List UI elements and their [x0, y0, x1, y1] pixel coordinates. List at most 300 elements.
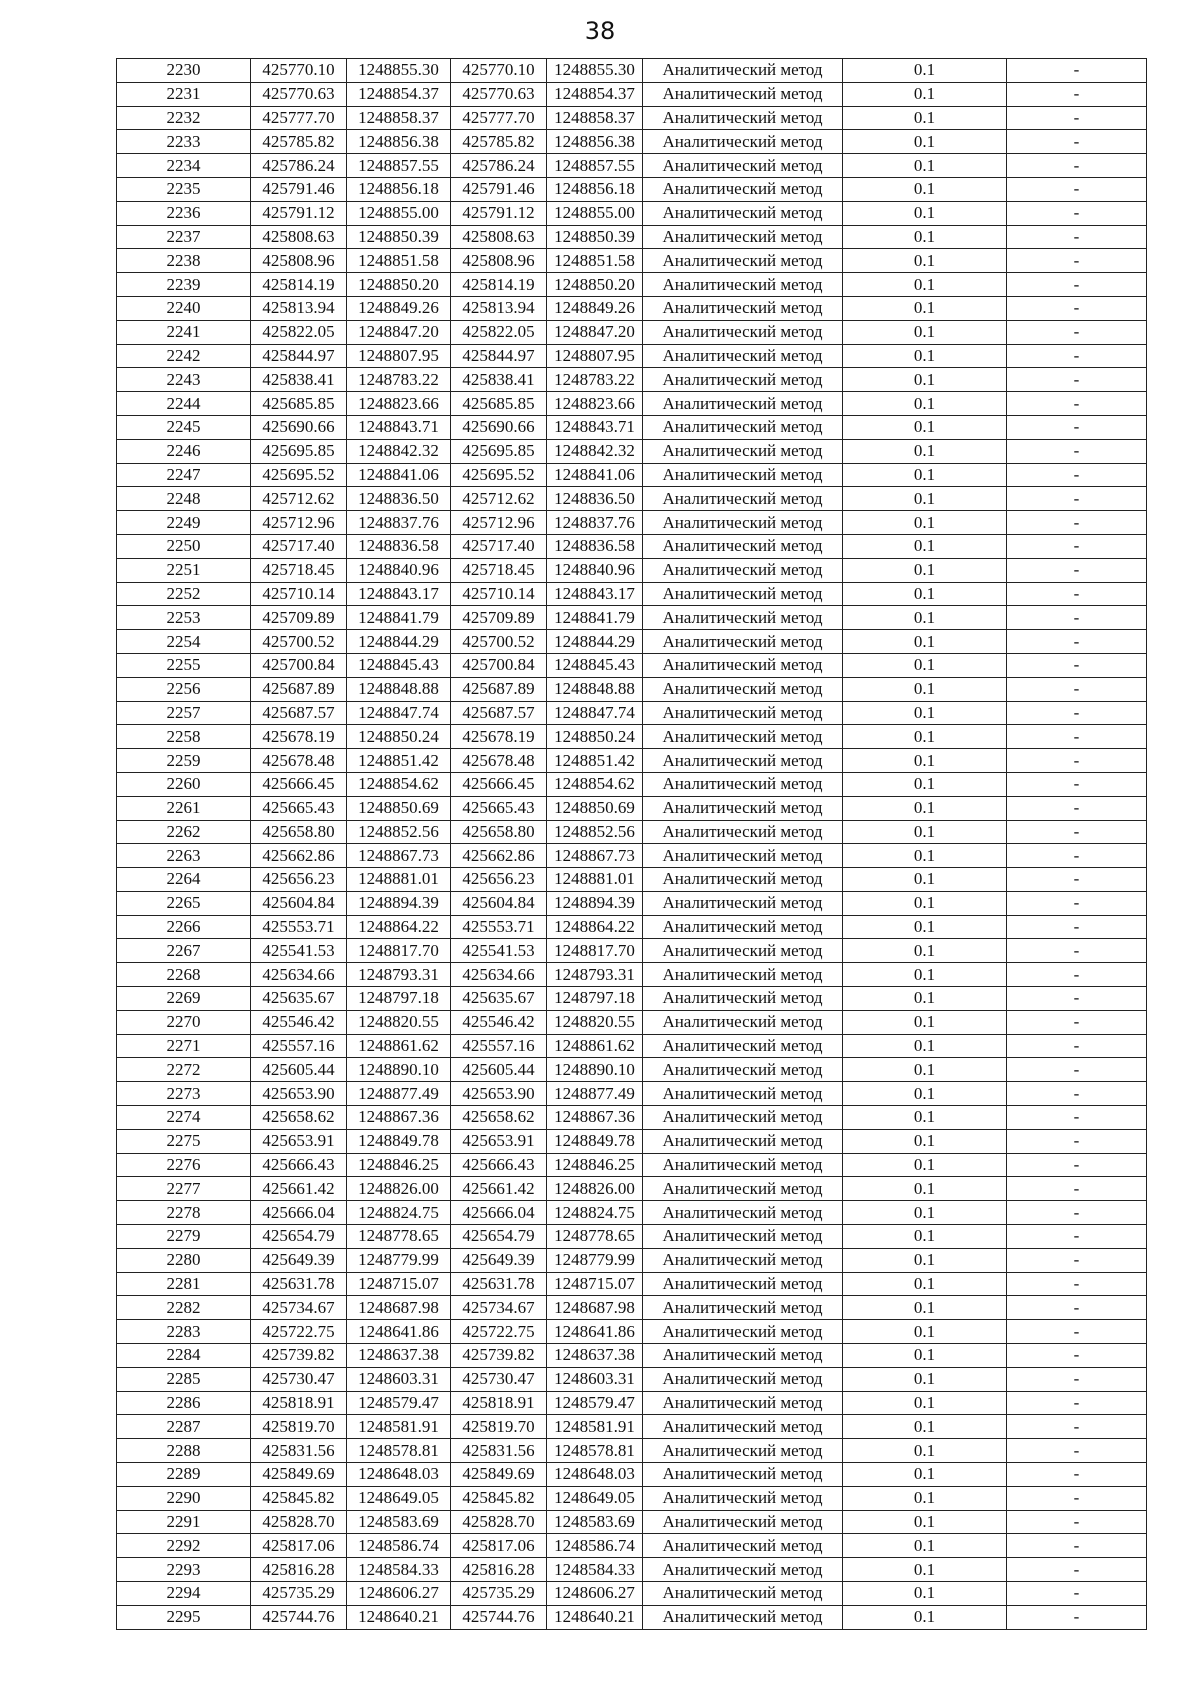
point-number-cell: 2250: [117, 534, 251, 558]
y-coordinate-cell: 1248641.86: [347, 1320, 451, 1344]
x-coordinate-cell: 425666.43: [251, 1153, 347, 1177]
accuracy-cell: 0.1: [843, 1296, 1007, 1320]
x-coordinate-cell: 425690.66: [451, 415, 547, 439]
table-row: [117, 725, 1147, 749]
method-cell: Аналитический метод: [643, 59, 843, 83]
note-cell: -: [1007, 154, 1147, 178]
x-coordinate-cell: 425734.67: [251, 1296, 347, 1320]
x-coordinate-cell: 425685.85: [451, 392, 547, 416]
y-coordinate-cell: 1248877.49: [347, 1082, 451, 1106]
y-coordinate-cell: 1248783.22: [347, 368, 451, 392]
accuracy-cell: 0.1: [843, 130, 1007, 154]
x-coordinate-cell: 425685.85: [251, 392, 347, 416]
point-number-cell: 2273: [117, 1082, 251, 1106]
y-coordinate-cell: 1248861.62: [347, 1034, 451, 1058]
table-row: [117, 415, 1147, 439]
method-cell: Аналитический метод: [643, 344, 843, 368]
x-coordinate-cell: 425831.56: [451, 1439, 547, 1463]
accuracy-cell: 0.1: [843, 82, 1007, 106]
accuracy-cell: 0.1: [843, 59, 1007, 83]
y-coordinate-cell: 1248849.26: [347, 296, 451, 320]
point-number-cell: 2234: [117, 154, 251, 178]
accuracy-cell: 0.1: [843, 1582, 1007, 1606]
table-row: [117, 368, 1147, 392]
table-row: [117, 749, 1147, 773]
y-coordinate-cell: 1248817.70: [547, 939, 643, 963]
y-coordinate-cell: 1248864.22: [547, 915, 643, 939]
y-coordinate-cell: 1248826.00: [347, 1177, 451, 1201]
point-number-cell: 2290: [117, 1486, 251, 1510]
point-number-cell: 2291: [117, 1510, 251, 1534]
note-cell: -: [1007, 177, 1147, 201]
y-coordinate-cell: 1248641.86: [547, 1320, 643, 1344]
point-number-cell: 2239: [117, 273, 251, 297]
y-coordinate-cell: 1248649.05: [547, 1486, 643, 1510]
x-coordinate-cell: 425770.63: [251, 82, 347, 106]
y-coordinate-cell: 1248837.76: [547, 511, 643, 535]
y-coordinate-cell: 1248715.07: [547, 1272, 643, 1296]
table-row: [117, 1558, 1147, 1582]
x-coordinate-cell: 425712.62: [451, 487, 547, 511]
accuracy-cell: 0.1: [843, 225, 1007, 249]
point-number-cell: 2252: [117, 582, 251, 606]
point-number-cell: 2236: [117, 201, 251, 225]
y-coordinate-cell: 1248864.22: [347, 915, 451, 939]
x-coordinate-cell: 425739.82: [251, 1344, 347, 1368]
x-coordinate-cell: 425557.16: [451, 1034, 547, 1058]
y-coordinate-cell: 1248841.06: [347, 463, 451, 487]
point-number-cell: 2244: [117, 392, 251, 416]
note-cell: -: [1007, 725, 1147, 749]
table-row: [117, 1463, 1147, 1487]
y-coordinate-cell: 1248583.69: [547, 1510, 643, 1534]
table-row: [117, 1439, 1147, 1463]
y-coordinate-cell: 1248857.55: [547, 154, 643, 178]
x-coordinate-cell: 425712.62: [251, 487, 347, 511]
x-coordinate-cell: 425739.82: [451, 1344, 547, 1368]
y-coordinate-cell: 1248637.38: [347, 1344, 451, 1368]
point-number-cell: 2266: [117, 915, 251, 939]
method-cell: Аналитический метод: [643, 1082, 843, 1106]
table-row: [117, 868, 1147, 892]
note-cell: -: [1007, 296, 1147, 320]
point-number-cell: 2253: [117, 606, 251, 630]
table-row: [117, 177, 1147, 201]
x-coordinate-cell: 425730.47: [251, 1367, 347, 1391]
method-cell: Аналитический метод: [643, 225, 843, 249]
y-coordinate-cell: 1248881.01: [547, 868, 643, 892]
x-coordinate-cell: 425808.63: [251, 225, 347, 249]
x-coordinate-cell: 425700.52: [251, 630, 347, 654]
y-coordinate-cell: 1248867.36: [547, 1106, 643, 1130]
table-row: [117, 1034, 1147, 1058]
y-coordinate-cell: 1248890.10: [547, 1058, 643, 1082]
y-coordinate-cell: 1248857.55: [347, 154, 451, 178]
note-cell: -: [1007, 511, 1147, 535]
point-number-cell: 2259: [117, 749, 251, 773]
note-cell: -: [1007, 915, 1147, 939]
x-coordinate-cell: 425819.70: [251, 1415, 347, 1439]
note-cell: -: [1007, 463, 1147, 487]
accuracy-cell: 0.1: [843, 1367, 1007, 1391]
note-cell: -: [1007, 225, 1147, 249]
y-coordinate-cell: 1248807.95: [547, 344, 643, 368]
method-cell: Аналитический метод: [643, 154, 843, 178]
accuracy-cell: 0.1: [843, 939, 1007, 963]
x-coordinate-cell: 425816.28: [251, 1558, 347, 1582]
y-coordinate-cell: 1248844.29: [347, 630, 451, 654]
y-coordinate-cell: 1248603.31: [547, 1367, 643, 1391]
x-coordinate-cell: 425557.16: [251, 1034, 347, 1058]
y-coordinate-cell: 1248783.22: [547, 368, 643, 392]
method-cell: Аналитический метод: [643, 82, 843, 106]
table-row: [117, 392, 1147, 416]
x-coordinate-cell: 425838.41: [251, 368, 347, 392]
note-cell: -: [1007, 1225, 1147, 1249]
table-row: [117, 1248, 1147, 1272]
x-coordinate-cell: 425604.84: [451, 891, 547, 915]
x-coordinate-cell: 425849.69: [451, 1463, 547, 1487]
note-cell: -: [1007, 891, 1147, 915]
accuracy-cell: 0.1: [843, 344, 1007, 368]
note-cell: -: [1007, 1106, 1147, 1130]
y-coordinate-cell: 1248581.91: [547, 1415, 643, 1439]
table-row: [117, 154, 1147, 178]
y-coordinate-cell: 1248849.78: [547, 1129, 643, 1153]
point-number-cell: 2288: [117, 1439, 251, 1463]
method-cell: Аналитический метод: [643, 891, 843, 915]
y-coordinate-cell: 1248847.20: [547, 320, 643, 344]
y-coordinate-cell: 1248867.73: [547, 844, 643, 868]
accuracy-cell: 0.1: [843, 582, 1007, 606]
y-coordinate-cell: 1248854.62: [547, 772, 643, 796]
accuracy-cell: 0.1: [843, 725, 1007, 749]
point-number-cell: 2270: [117, 1010, 251, 1034]
method-cell: Аналитический метод: [643, 439, 843, 463]
x-coordinate-cell: 425791.46: [451, 177, 547, 201]
x-coordinate-cell: 425687.57: [251, 701, 347, 725]
table-row: [117, 1605, 1147, 1629]
y-coordinate-cell: 1248797.18: [347, 987, 451, 1011]
y-coordinate-cell: 1248855.30: [347, 59, 451, 83]
x-coordinate-cell: 425828.70: [251, 1510, 347, 1534]
note-cell: -: [1007, 487, 1147, 511]
method-cell: Аналитический метод: [643, 1558, 843, 1582]
note-cell: -: [1007, 749, 1147, 773]
x-coordinate-cell: 425666.04: [451, 1201, 547, 1225]
method-cell: Аналитический метод: [643, 177, 843, 201]
note-cell: -: [1007, 1320, 1147, 1344]
table-row: [117, 534, 1147, 558]
table-row: [117, 891, 1147, 915]
x-coordinate-cell: 425605.44: [451, 1058, 547, 1082]
method-cell: Аналитический метод: [643, 1486, 843, 1510]
x-coordinate-cell: 425666.45: [451, 772, 547, 796]
note-cell: -: [1007, 82, 1147, 106]
y-coordinate-cell: 1248847.20: [347, 320, 451, 344]
table-row: [117, 820, 1147, 844]
method-cell: Аналитический метод: [643, 1153, 843, 1177]
note-cell: -: [1007, 534, 1147, 558]
point-number-cell: 2241: [117, 320, 251, 344]
x-coordinate-cell: 425653.90: [451, 1082, 547, 1106]
point-number-cell: 2272: [117, 1058, 251, 1082]
method-cell: Аналитический метод: [643, 1439, 843, 1463]
note-cell: -: [1007, 677, 1147, 701]
method-cell: Аналитический метод: [643, 1415, 843, 1439]
accuracy-cell: 0.1: [843, 1010, 1007, 1034]
point-number-cell: 2267: [117, 939, 251, 963]
table-row: [117, 772, 1147, 796]
table-row: [117, 320, 1147, 344]
accuracy-cell: 0.1: [843, 273, 1007, 297]
x-coordinate-cell: 425604.84: [251, 891, 347, 915]
x-coordinate-cell: 425695.85: [451, 439, 547, 463]
note-cell: -: [1007, 344, 1147, 368]
note-cell: -: [1007, 1582, 1147, 1606]
y-coordinate-cell: 1248584.33: [347, 1558, 451, 1582]
point-number-cell: 2292: [117, 1534, 251, 1558]
method-cell: Аналитический метод: [643, 1058, 843, 1082]
y-coordinate-cell: 1248648.03: [347, 1463, 451, 1487]
accuracy-cell: 0.1: [843, 154, 1007, 178]
accuracy-cell: 0.1: [843, 1558, 1007, 1582]
method-cell: Аналитический метод: [643, 487, 843, 511]
note-cell: -: [1007, 772, 1147, 796]
x-coordinate-cell: 425700.52: [451, 630, 547, 654]
accuracy-cell: 0.1: [843, 1510, 1007, 1534]
note-cell: -: [1007, 1367, 1147, 1391]
point-number-cell: 2285: [117, 1367, 251, 1391]
point-number-cell: 2257: [117, 701, 251, 725]
y-coordinate-cell: 1248890.10: [347, 1058, 451, 1082]
x-coordinate-cell: 425819.70: [451, 1415, 547, 1439]
x-coordinate-cell: 425666.45: [251, 772, 347, 796]
x-coordinate-cell: 425656.23: [251, 868, 347, 892]
x-coordinate-cell: 425700.84: [451, 653, 547, 677]
x-coordinate-cell: 425735.29: [451, 1582, 547, 1606]
y-coordinate-cell: 1248583.69: [347, 1510, 451, 1534]
note-cell: -: [1007, 868, 1147, 892]
method-cell: Аналитический метод: [643, 1320, 843, 1344]
note-cell: -: [1007, 1439, 1147, 1463]
accuracy-cell: 0.1: [843, 439, 1007, 463]
note-cell: -: [1007, 701, 1147, 725]
method-cell: Аналитический метод: [643, 1129, 843, 1153]
point-number-cell: 2232: [117, 106, 251, 130]
y-coordinate-cell: 1248861.62: [547, 1034, 643, 1058]
x-coordinate-cell: 425791.46: [251, 177, 347, 201]
y-coordinate-cell: 1248851.58: [547, 249, 643, 273]
y-coordinate-cell: 1248823.66: [347, 392, 451, 416]
method-cell: Аналитический метод: [643, 558, 843, 582]
y-coordinate-cell: 1248581.91: [347, 1415, 451, 1439]
y-coordinate-cell: 1248867.73: [347, 844, 451, 868]
x-coordinate-cell: 425718.45: [251, 558, 347, 582]
table-row: [117, 1058, 1147, 1082]
x-coordinate-cell: 425665.43: [251, 796, 347, 820]
y-coordinate-cell: 1248826.00: [547, 1177, 643, 1201]
method-cell: Аналитический метод: [643, 1463, 843, 1487]
x-coordinate-cell: 425785.82: [251, 130, 347, 154]
point-number-cell: 2289: [117, 1463, 251, 1487]
table-row: [117, 963, 1147, 987]
accuracy-cell: 0.1: [843, 1534, 1007, 1558]
x-coordinate-cell: 425808.63: [451, 225, 547, 249]
method-cell: Аналитический метод: [643, 534, 843, 558]
x-coordinate-cell: 425553.71: [451, 915, 547, 939]
x-coordinate-cell: 425656.23: [451, 868, 547, 892]
note-cell: -: [1007, 1558, 1147, 1582]
accuracy-cell: 0.1: [843, 1272, 1007, 1296]
x-coordinate-cell: 425813.94: [451, 296, 547, 320]
method-cell: Аналитический метод: [643, 630, 843, 654]
accuracy-cell: 0.1: [843, 534, 1007, 558]
x-coordinate-cell: 425786.24: [451, 154, 547, 178]
accuracy-cell: 0.1: [843, 201, 1007, 225]
y-coordinate-cell: 1248851.42: [347, 749, 451, 773]
point-number-cell: 2245: [117, 415, 251, 439]
y-coordinate-cell: 1248850.39: [547, 225, 643, 249]
table-row: [117, 1082, 1147, 1106]
y-coordinate-cell: 1248850.20: [547, 273, 643, 297]
table-row: [117, 1010, 1147, 1034]
y-coordinate-cell: 1248850.24: [347, 725, 451, 749]
accuracy-cell: 0.1: [843, 1058, 1007, 1082]
y-coordinate-cell: 1248586.74: [547, 1534, 643, 1558]
table-row: [117, 106, 1147, 130]
point-number-cell: 2276: [117, 1153, 251, 1177]
method-cell: Аналитический метод: [643, 1272, 843, 1296]
x-coordinate-cell: 425541.53: [451, 939, 547, 963]
method-cell: Аналитический метод: [643, 130, 843, 154]
point-number-cell: 2265: [117, 891, 251, 915]
y-coordinate-cell: 1248807.95: [347, 344, 451, 368]
method-cell: Аналитический метод: [643, 772, 843, 796]
y-coordinate-cell: 1248836.58: [347, 534, 451, 558]
x-coordinate-cell: 425817.06: [451, 1534, 547, 1558]
accuracy-cell: 0.1: [843, 987, 1007, 1011]
point-number-cell: 2274: [117, 1106, 251, 1130]
point-number-cell: 2295: [117, 1605, 251, 1629]
x-coordinate-cell: 425786.24: [251, 154, 347, 178]
note-cell: -: [1007, 653, 1147, 677]
method-cell: Аналитический метод: [643, 820, 843, 844]
table-row: [117, 1367, 1147, 1391]
x-coordinate-cell: 425744.76: [251, 1605, 347, 1629]
note-cell: -: [1007, 630, 1147, 654]
accuracy-cell: 0.1: [843, 1177, 1007, 1201]
note-cell: -: [1007, 987, 1147, 1011]
table-row: [117, 201, 1147, 225]
y-coordinate-cell: 1248867.36: [347, 1106, 451, 1130]
y-coordinate-cell: 1248850.69: [547, 796, 643, 820]
table-row: [117, 1129, 1147, 1153]
table-row: [117, 1272, 1147, 1296]
table-row: [117, 439, 1147, 463]
x-coordinate-cell: 425649.39: [451, 1248, 547, 1272]
table-row: [117, 844, 1147, 868]
note-cell: -: [1007, 1153, 1147, 1177]
y-coordinate-cell: 1248820.55: [547, 1010, 643, 1034]
y-coordinate-cell: 1248837.76: [347, 511, 451, 535]
x-coordinate-cell: 425695.52: [251, 463, 347, 487]
method-cell: Аналитический метод: [643, 296, 843, 320]
y-coordinate-cell: 1248836.50: [547, 487, 643, 511]
y-coordinate-cell: 1248578.81: [547, 1439, 643, 1463]
note-cell: -: [1007, 1296, 1147, 1320]
y-coordinate-cell: 1248648.03: [547, 1463, 643, 1487]
y-coordinate-cell: 1248579.47: [547, 1391, 643, 1415]
accuracy-cell: 0.1: [843, 749, 1007, 773]
accuracy-cell: 0.1: [843, 796, 1007, 820]
method-cell: Аналитический метод: [643, 249, 843, 273]
y-coordinate-cell: 1248877.49: [547, 1082, 643, 1106]
table-row: [117, 606, 1147, 630]
x-coordinate-cell: 425631.78: [251, 1272, 347, 1296]
accuracy-cell: 0.1: [843, 868, 1007, 892]
note-cell: -: [1007, 606, 1147, 630]
y-coordinate-cell: 1248856.18: [347, 177, 451, 201]
table-row: [117, 82, 1147, 106]
x-coordinate-cell: 425654.79: [451, 1225, 547, 1249]
table-row: [117, 1225, 1147, 1249]
x-coordinate-cell: 425770.63: [451, 82, 547, 106]
table-row: [117, 1153, 1147, 1177]
table-row: [117, 915, 1147, 939]
table-row: [117, 1296, 1147, 1320]
y-coordinate-cell: 1248817.70: [347, 939, 451, 963]
point-number-cell: 2246: [117, 439, 251, 463]
x-coordinate-cell: 425605.44: [251, 1058, 347, 1082]
table-row: [117, 59, 1147, 83]
y-coordinate-cell: 1248851.42: [547, 749, 643, 773]
accuracy-cell: 0.1: [843, 392, 1007, 416]
note-cell: -: [1007, 558, 1147, 582]
note-cell: -: [1007, 1177, 1147, 1201]
method-cell: Аналитический метод: [643, 606, 843, 630]
accuracy-cell: 0.1: [843, 1034, 1007, 1058]
x-coordinate-cell: 425828.70: [451, 1510, 547, 1534]
y-coordinate-cell: 1248649.05: [347, 1486, 451, 1510]
x-coordinate-cell: 425717.40: [251, 534, 347, 558]
x-coordinate-cell: 425791.12: [251, 201, 347, 225]
x-coordinate-cell: 425817.06: [251, 1534, 347, 1558]
point-number-cell: 2260: [117, 772, 251, 796]
y-coordinate-cell: 1248850.39: [347, 225, 451, 249]
method-cell: Аналитический метод: [643, 1201, 843, 1225]
y-coordinate-cell: 1248687.98: [347, 1296, 451, 1320]
accuracy-cell: 0.1: [843, 606, 1007, 630]
y-coordinate-cell: 1248637.38: [547, 1344, 643, 1368]
method-cell: Аналитический метод: [643, 1510, 843, 1534]
accuracy-cell: 0.1: [843, 177, 1007, 201]
method-cell: Аналитический метод: [643, 1582, 843, 1606]
y-coordinate-cell: 1248854.37: [547, 82, 643, 106]
method-cell: Аналитический метод: [643, 1010, 843, 1034]
point-number-cell: 2287: [117, 1415, 251, 1439]
note-cell: -: [1007, 1129, 1147, 1153]
method-cell: Аналитический метод: [643, 273, 843, 297]
y-coordinate-cell: 1248842.32: [547, 439, 643, 463]
method-cell: Аналитический метод: [643, 653, 843, 677]
point-number-cell: 2258: [117, 725, 251, 749]
accuracy-cell: 0.1: [843, 415, 1007, 439]
y-coordinate-cell: 1248640.21: [547, 1605, 643, 1629]
x-coordinate-cell: 425634.66: [451, 963, 547, 987]
accuracy-cell: 0.1: [843, 1248, 1007, 1272]
accuracy-cell: 0.1: [843, 915, 1007, 939]
